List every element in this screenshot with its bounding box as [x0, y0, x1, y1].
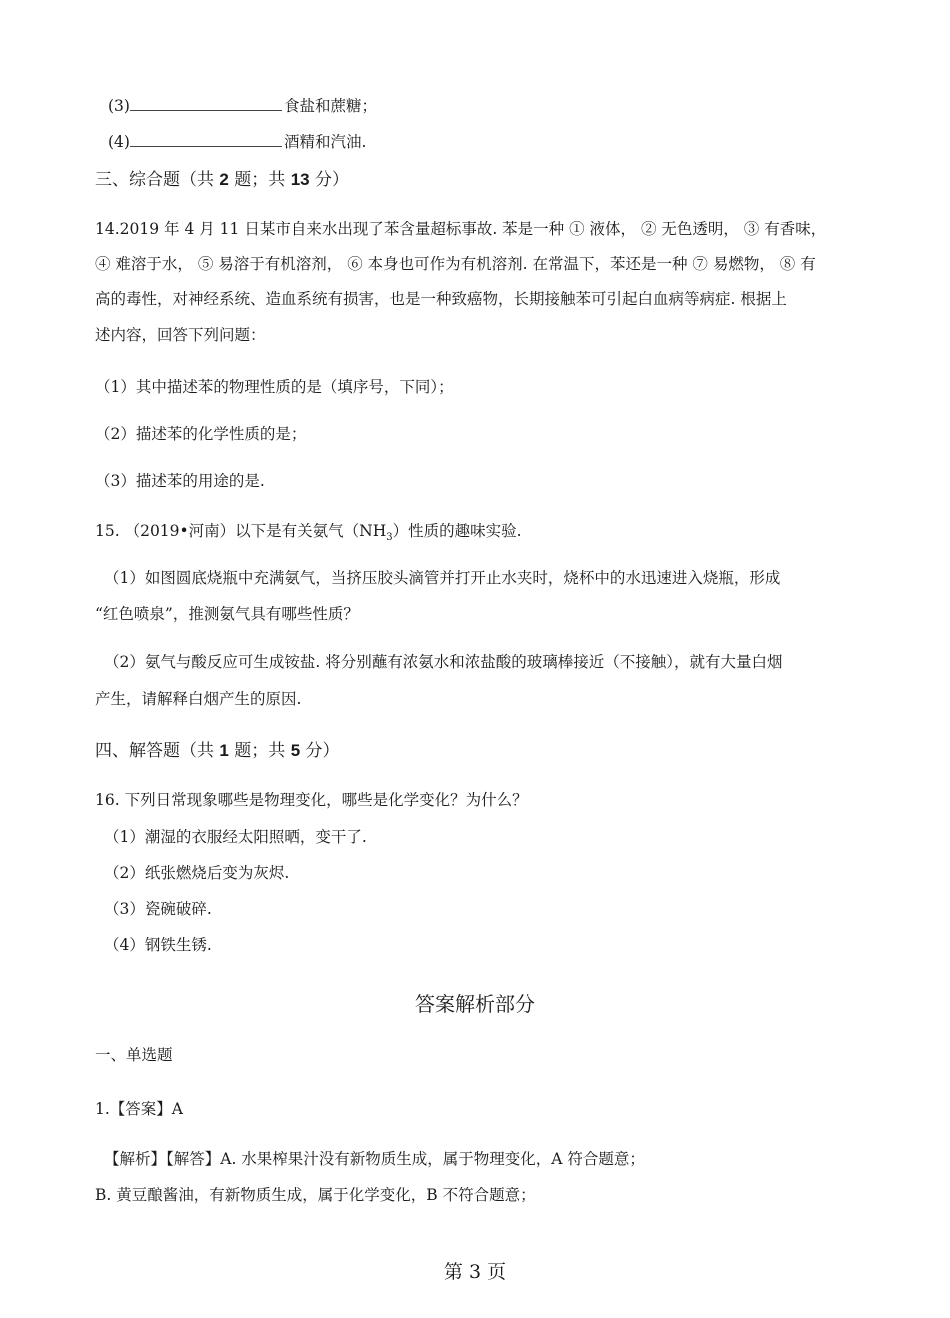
fill-item-number: (4)	[108, 133, 130, 151]
section-suffix: 分）	[309, 170, 350, 190]
q16-item-2: （2）纸张燃烧后变为灰烬.	[104, 864, 290, 882]
question-count: 2	[219, 170, 229, 189]
answer-1-label: 1.【答案】A	[95, 1100, 183, 1118]
q16-stem: 16. 下列日常现象哪些是物理变化，哪些是化学变化？为什么？	[95, 791, 528, 809]
section-mid: 题；共	[228, 741, 291, 761]
q14-sub1: （1）其中描述苯的物理性质的是（填序号，下同）；	[95, 378, 454, 396]
q15-stem-text: 15. （2019•河南）以下是有关氨气（NH	[95, 522, 387, 540]
q15-sub2-line1: （2）氨气与酸反应可生成铵盐. 将分别蘸有浓氨水和浓盐酸的玻璃棒接近（不接触），就有大量白烟	[104, 653, 783, 671]
fill-item-4	[108, 132, 366, 152]
q15-stem	[95, 521, 522, 548]
section-mid: 题；共	[228, 170, 291, 190]
q14-line1: 14.2019 年 4 月 11 日某市自来水出现了苯含量超标事故. 苯是一种 ① 液体， ② 无色透明， ③ 有香味，	[95, 220, 827, 238]
q14-line4: 述内容，回答下列问题：	[95, 326, 266, 344]
answer-subsection-heading: 一、单选题	[95, 1046, 173, 1064]
fill-item-text: 酒精和汽油.	[283, 133, 367, 151]
section-heading-3	[95, 170, 349, 190]
q15-sub1-line2: “红色喷泉”，推测氨气具有哪些性质？	[95, 605, 359, 623]
answer-1-analysis: 【解析】【解答】A. 水果榨果汁没有新物质生成，属于物理变化，A 符合题意；	[104, 1150, 645, 1168]
q15-sub2-line2: 产生，请解释白烟产生的原因.	[95, 690, 302, 708]
q16-item-4: （4）钢铁生锈.	[104, 936, 212, 954]
section-prefix: 四、解答题（共	[95, 741, 220, 761]
fill-item-number: (3)	[108, 97, 130, 115]
q14-line2: ④ 难溶于水， ⑤ 易溶于有机溶剂， ⑥ 本身也可作为有机溶剂. 在常温下，苯还是一种 ⑦ 易燃物， ⑧ 有	[95, 255, 816, 273]
q15-sub1-line1: （1）如图圆底烧瓶中充满氨气，当挤压胶头滴管并打开止水夹时，烧杯中的水迅速进入烧瓶，形成	[104, 569, 781, 587]
total-score: 5	[290, 741, 301, 760]
section-suffix: 分）	[300, 741, 340, 761]
fill-item-3	[108, 96, 377, 116]
subscript: 3	[386, 532, 393, 544]
q16-item-3: （3）瓷碗破碎.	[104, 900, 212, 918]
q14-line3: 高的毒性，对神经系统、造血系统有损害，也是一种致癌物，长期接触苯可引起白血病等病症. 根据上	[95, 290, 787, 308]
fill-item-text: 食盐和蔗糖；	[283, 97, 377, 115]
section-prefix: 三、综合题（共	[95, 170, 220, 190]
question-count: 1	[219, 741, 229, 760]
section-heading-4	[95, 741, 340, 761]
q14-sub3: （3）描述苯的用途的是.	[95, 472, 265, 490]
total-score: 13	[290, 170, 310, 189]
answer-1-option-b: B. 黄豆酿酱油，有新物质生成，属于化学变化，B 不符合题意；	[95, 1186, 536, 1204]
page-number: 第 3 页	[443, 1261, 507, 1283]
answer-section-title: 答案解析部分	[415, 992, 535, 1016]
answer-blank[interactable]	[130, 132, 282, 147]
q14-sub2: （2）描述苯的化学性质的是；	[95, 425, 307, 443]
q15-stem-text-end: ）性质的趣味实验.	[392, 522, 522, 540]
answer-blank[interactable]	[130, 96, 282, 111]
q16-item-1: （1）潮湿的衣服经太阳照晒，变干了.	[104, 828, 367, 846]
